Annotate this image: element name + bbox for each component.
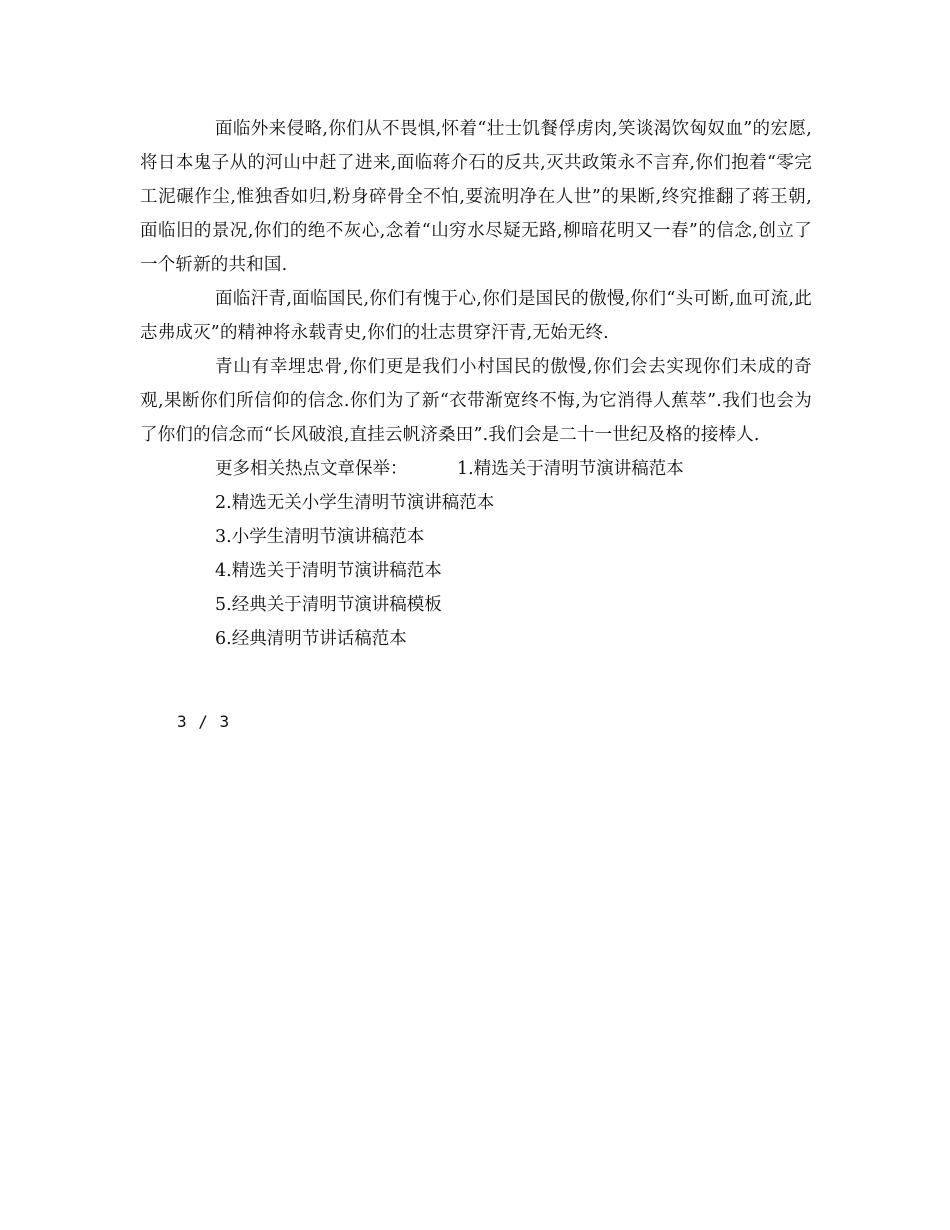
related-link-3[interactable]: 3.小学生清明节演讲稿范本 bbox=[215, 527, 425, 547]
document-body bbox=[140, 112, 812, 656]
paragraph-1: 面临外来侵略,你们从不畏惧,怀着“壮士饥餐俘虏肉,笑谈渴饮匈奴血”的宏愿,将日本鬼子从的河山中赶了进来,面临蒋介石的反共,灭共政策永不言弃,你们抱着“零完工泥碾作尘,惟独香如归,粉身碎骨全不怕,要流明净在人世”的果断,终究推翻了蒋王朝,面临旧的景况,你们的绝不灰心,念着“山穷水尽疑无路,柳暗花明又一春”的信念,创立了一个斩新的共和国. bbox=[140, 119, 812, 275]
related-articles-header bbox=[140, 452, 812, 486]
related-link-4[interactable]: 4.精选关于清明节演讲稿范本 bbox=[215, 561, 442, 581]
paragraph-3: 青山有幸埋忠骨,你们更是我们小村国民的傲慢,你们会去实现你们未成的奇观,果断你们所信仰的信念.你们为了新“衣带渐宽终不悔,为它消得人蕉萃”.我们也会为了你们的信念而“长风破浪,直挂云帆济桑田”.我们会是二十一世纪及格的接棒人. bbox=[140, 357, 812, 445]
related-articles bbox=[140, 452, 812, 656]
related-link-2[interactable]: 2.精选无关小学生清明节演讲稿范本 bbox=[215, 493, 495, 513]
related-link-5[interactable]: 5.经典关于清明节演讲稿模板 bbox=[215, 595, 442, 615]
related-articles-lead: 更多相关热点文章保举： bbox=[215, 459, 408, 479]
page-number: 3 / 3 bbox=[177, 712, 231, 731]
related-link-6[interactable]: 6.经典清明节讲话稿范本 bbox=[215, 629, 407, 649]
related-link-1[interactable]: 1.精选关于清明节演讲稿范本 bbox=[457, 459, 684, 479]
paragraph-2: 面临汗青,面临国民,你们有愧于心,你们是国民的傲慢,你们“头可断,血可流,此志弗成灭”的精神将永载青史,你们的壮志贯穿汗青,无始无终. bbox=[140, 289, 812, 343]
